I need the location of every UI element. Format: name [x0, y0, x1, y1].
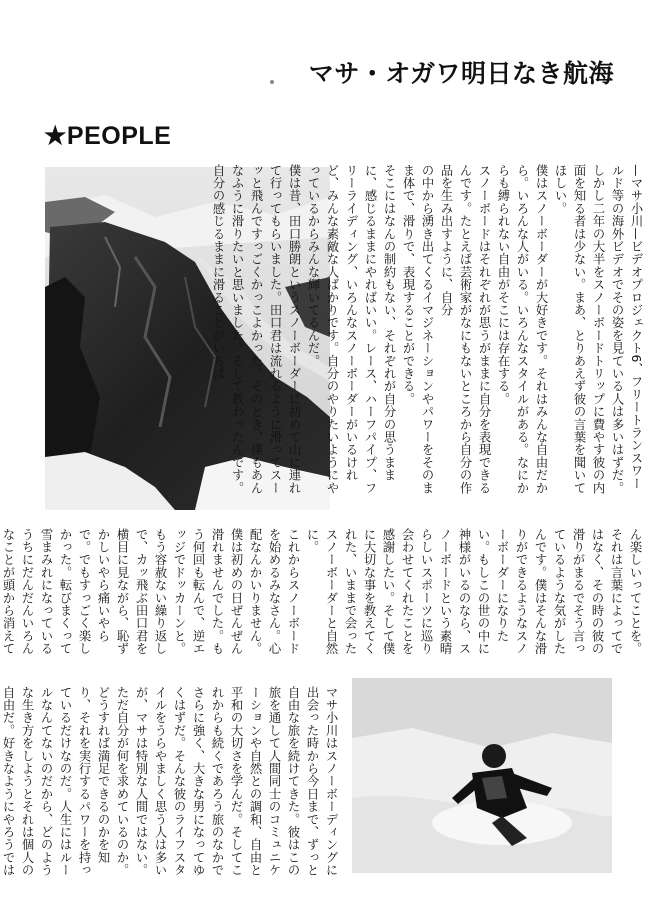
paragraph: 僕はスノーボーダーが大好きです。それはみんな自由だから。いろんな人がいる。いろんなスタイルがある。なにからも縛られない自由がそこには存在する。 [496, 164, 548, 495]
article-column-upper-middle [211, 164, 645, 500]
paragraph: そこにはなんの制約もない、それぞれが自分の思うままに、感じるままにやればいい。レース、ハーフパイプ、フリーライディング、いろんなスノーボーダーがいるけれど、みんな素敵な人ばかりです。自分のやりたいようにやっているからみんな輝いてるんだ。 [306, 164, 396, 495]
article-column-lower-right [1, 528, 644, 666]
article-column-lower-left [1, 686, 340, 881]
snowboarder-photo [352, 678, 612, 873]
paragraph: マサ小川はスノーボーディングに出会った時から今日まで、ずっと自由な旅を続けてきた。彼はこの旅を通して人間同士のコミュニケーションや自然との調和、自由と平和の大切さを学んだ。そしてこれからも続くであろう旅のなかでさらに強く、大きな男になってゆくはずだ。そんな彼のライフスタイルをうらやましく思う人は多いが、マサは特別な人間ではない。ただ自分が何を求めているのか。どうすれば満足できるのかを知り、それを実行するパワーを持っているだけなのだ。人生にはルールなんてないのだから、どのような生き方をしようとそれは個人の自由だ。好きなようにやろうでは [1, 686, 338, 877]
paragraph: これからスノーボードを始めるみなさん。心配なんかいりません。僕は初めの日ぜんぜん滑れませんでした。もう何回も転んで、逆エッジでドッカーンと。もう容赦ない繰り返しで、カッ飛ぶ田口君を横目に見ながら、恥ずかしいやら痛いやらで。でもすっごく楽しかった。転びまくって雪まみれになっているうちにだんだんいろんなことが頭から消えて [1, 528, 300, 655]
article-title: マサ・オガワ明日なき航海 [308, 59, 614, 88]
paragraph: —マサ小川—ビデオプロジェクト6、フリートランスワールド等の海外ビデオでその姿を見ている人は多いはずだ。しかし二年の大半をスノーボードトリップに費やす彼の内面を知る者は少ない。まあ、とりあえず彼の言葉を聞いてほしい。 [553, 164, 643, 495]
paragraph: 僕は昔、田口勝朗というスノーボーダーに初めて山に連れて行ってもらいました。田口君は流れるように滑ってスーッと飛んですっごくかっこよかった。そのとき、僕もあんなふうに滑りたいと思いました。そして教わったんです。自分の感じるままに滑ることがいちば [211, 164, 301, 495]
paragraph: ん楽しいってことを。それは言葉によってではなく、その時の彼の滑りがまるでそう言っているような気がしたんです。僕はそんな滑りができるようなスノーボーダーになりたい。もしこの世の中に神様がいるのなら、スノーボードという素晴らしいスポーツに巡り会わせてくれたことを感謝したい。そして僕に大切な事を教えてくれた、いままで会ったスノーボーダーと自然に。 [305, 528, 642, 655]
decorative-dot [270, 80, 274, 84]
paragraph: スノーボードはそれぞれが思うがままに自分を表現できるんです。たとえば芸術家がなにもないところから自分の作品を生み出すように、自分 [439, 164, 491, 495]
paragraph: の中から湧き出てくるイマジネーションやパワーをそのまま体で、滑りで、表現することができる。 [401, 164, 434, 495]
section-label: ★PEOPLE [44, 122, 172, 150]
